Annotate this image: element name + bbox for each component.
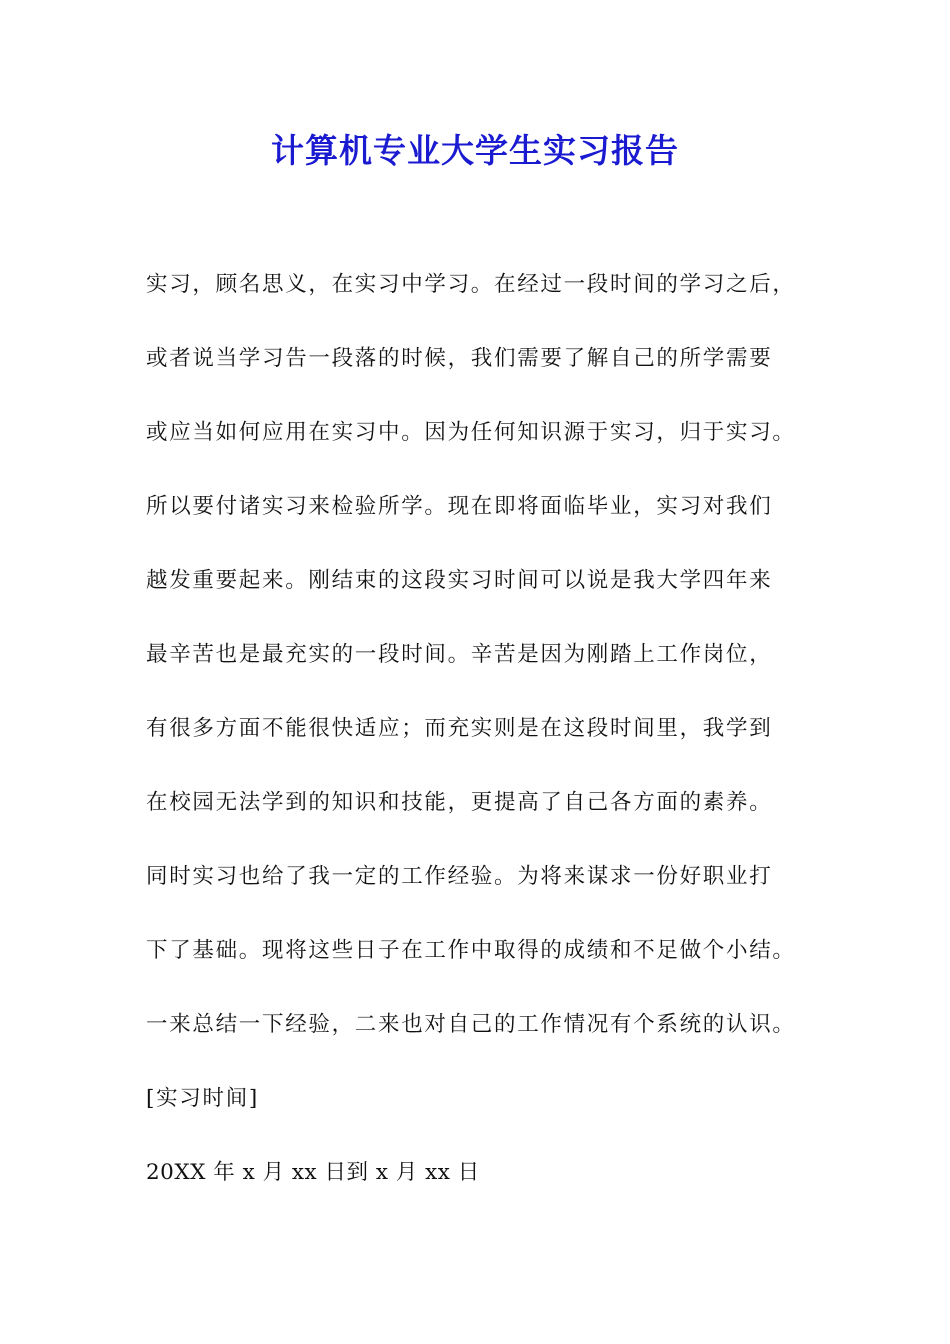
paragraph-line: 有很多方面不能很快适应；而充实则是在这段时间里，我学到: [146, 716, 773, 741]
paragraph-line: 最辛苦也是最充实的一段时间。辛苦是因为刚踏上工作岗位，: [146, 642, 773, 667]
paragraph-line: 或者说当学习告一段落的时候，我们需要了解自己的所学需要: [146, 346, 773, 371]
paragraph-line: 越发重要起来。刚结束的这段实习时间可以说是我大学四年来: [146, 568, 773, 593]
paragraph-line: 所以要付诸实习来检验所学。现在即将面临毕业，实习对我们: [146, 494, 773, 519]
paragraph-line: 或应当如何应用在实习中。因为任何知识源于实习，归于实习。: [146, 420, 796, 445]
document-body: [146, 262, 846, 1224]
paragraph-line: 实习，顾名思义，在实习中学习。在经过一段时间的学习之后，: [146, 272, 796, 297]
paragraph-line: 下了基础。现将这些日子在工作中取得的成绩和不足做个小结。: [146, 938, 796, 963]
section-heading: [实习时间]: [146, 1086, 259, 1111]
paragraph-line: 在校园无法学到的知识和技能，更提高了自己各方面的素养。: [146, 790, 773, 815]
paragraph-line: 一来总结一下经验，二来也对自己的工作情况有个系统的认识。: [146, 1012, 796, 1037]
date-line: 20XX 年 x 月 xx 日到 x 月 xx 日: [146, 1160, 480, 1185]
document-title: 计算机专业大学生实习报告: [271, 131, 679, 170]
paragraph-line: 同时实习也给了我一定的工作经验。为将来谋求一份好职业打: [146, 864, 773, 889]
